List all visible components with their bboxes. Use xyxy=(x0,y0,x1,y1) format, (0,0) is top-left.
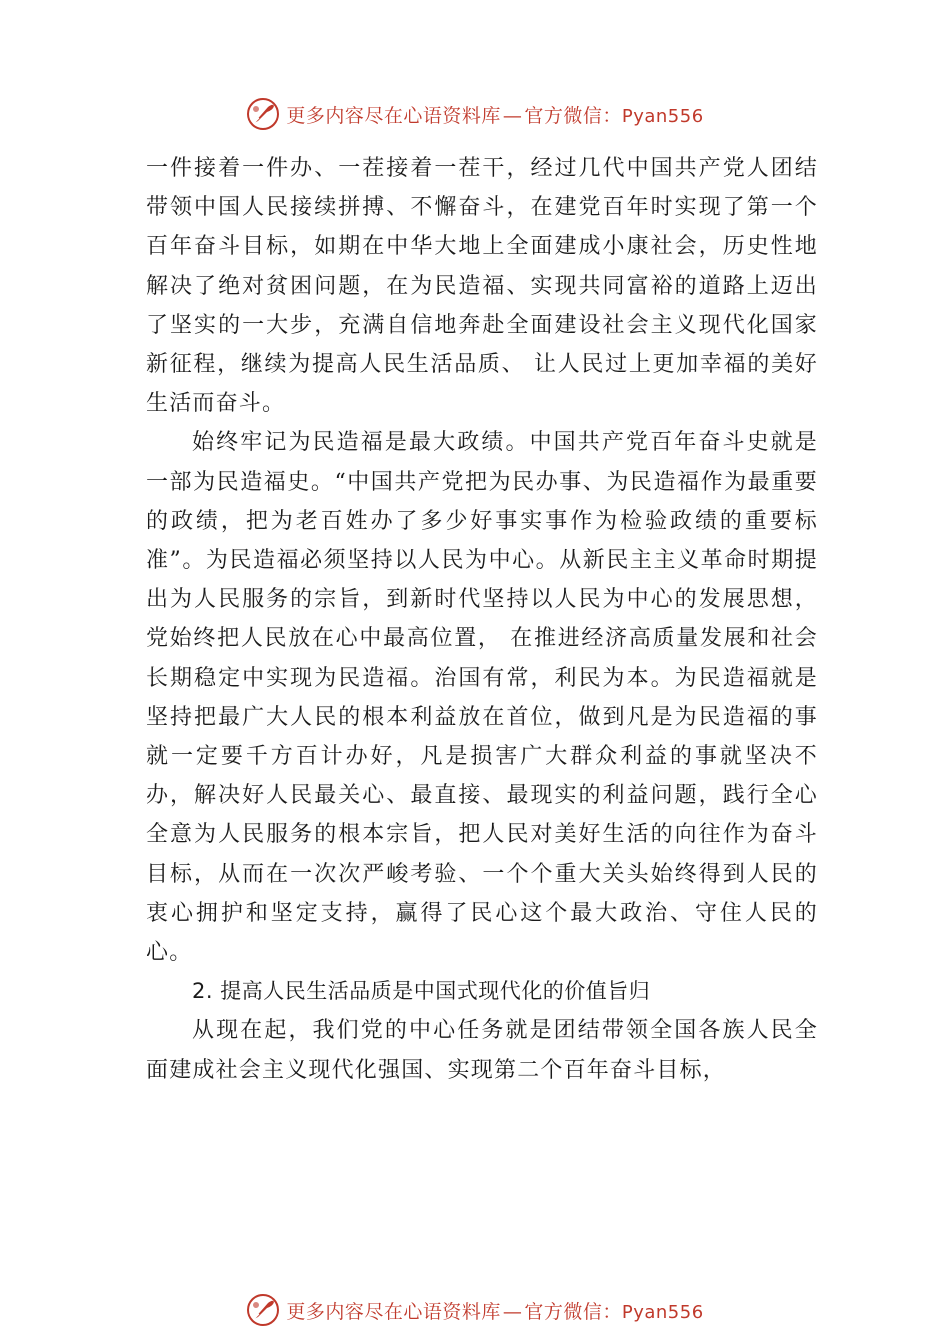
quill-pen-logo-icon xyxy=(246,1293,280,1327)
header-wechat-id: Pyan556 xyxy=(621,105,704,127)
footer-banner-text xyxy=(286,1297,703,1324)
footer-banner xyxy=(0,1290,950,1330)
header-banner-separator: — xyxy=(502,104,523,127)
document-body xyxy=(146,149,818,1090)
footer-banner-separator: — xyxy=(502,1300,523,1323)
body-paragraph-1: 一件接着一件办、一茬接着一茬干，经过几代中国共产党人团结带领中国人民接续拼搏、不懈奋斗，在建党百年时实现了第一个百年奋斗目标，如期在中华大地上全面建成小康社会，历史性地解决了绝对贫困问题，在为民造福、实现共同富裕的道路上迈出了坚实的一大步，充满自信地奔赴全面建设社会主义现代化国家新征程，继续为提高人民生活品质、 让人民过上更加幸福的美好生活而奋斗。 xyxy=(146,156,818,417)
footer-banner-title: 更多内容尽在心语资料库 xyxy=(286,1300,501,1323)
body-paragraph-3: 从现在起，我们党的中心任务就是团结带领全国各族人民全面建成社会主义现代化强国、实现第二个百年奋斗目标， xyxy=(146,1018,818,1083)
header-banner-title: 更多内容尽在心语资料库 xyxy=(286,104,501,127)
footer-banner-label: 官方微信： xyxy=(524,1300,622,1323)
quill-pen-logo-icon xyxy=(246,97,280,131)
section-heading: 2. 提高人民生活品质是中国式现代化的价值旨归 xyxy=(192,979,651,1004)
header-banner xyxy=(0,94,950,134)
footer-wechat-id: Pyan556 xyxy=(621,1301,704,1323)
header-banner-text xyxy=(286,101,703,128)
header-banner-label: 官方微信： xyxy=(524,104,622,127)
body-paragraph-2: 始终牢记为民造福是最大政绩。中国共产党百年奋斗史就是一部为民造福史。“中国共产党把为民办事、为民造福作为最重要的政绩，把为老百姓办了多少好事实事作为检验政绩的重要标准”。为民造福必须坚持以人民为中心。从新民主主义革命时期提出为人民服务的宗旨，到新时代坚持以人民为中心的发展思想，党始终把人民放在心中最高位置， 在推进经济高质量发展和社会长期稳定中实现为民造福。治国有常，利民为本。为民造福就是坚持把最广大人民的根本利益放在首位，做到凡是为民造福的事就一定要千方百计办好，凡是损害广大群众利益的事就坚决不办，解决好人民最关心、最直接、最现实的利益问题，践行全心全意为人民服务的根本宗旨，把人民对美好生活的向往作为奋斗目标，从而在一次次严峻考验、一个个重大关头始终得到人民的衷心拥护和坚定支持，赢得了民心这个最大政治、守住人民的心。 xyxy=(146,430,818,966)
